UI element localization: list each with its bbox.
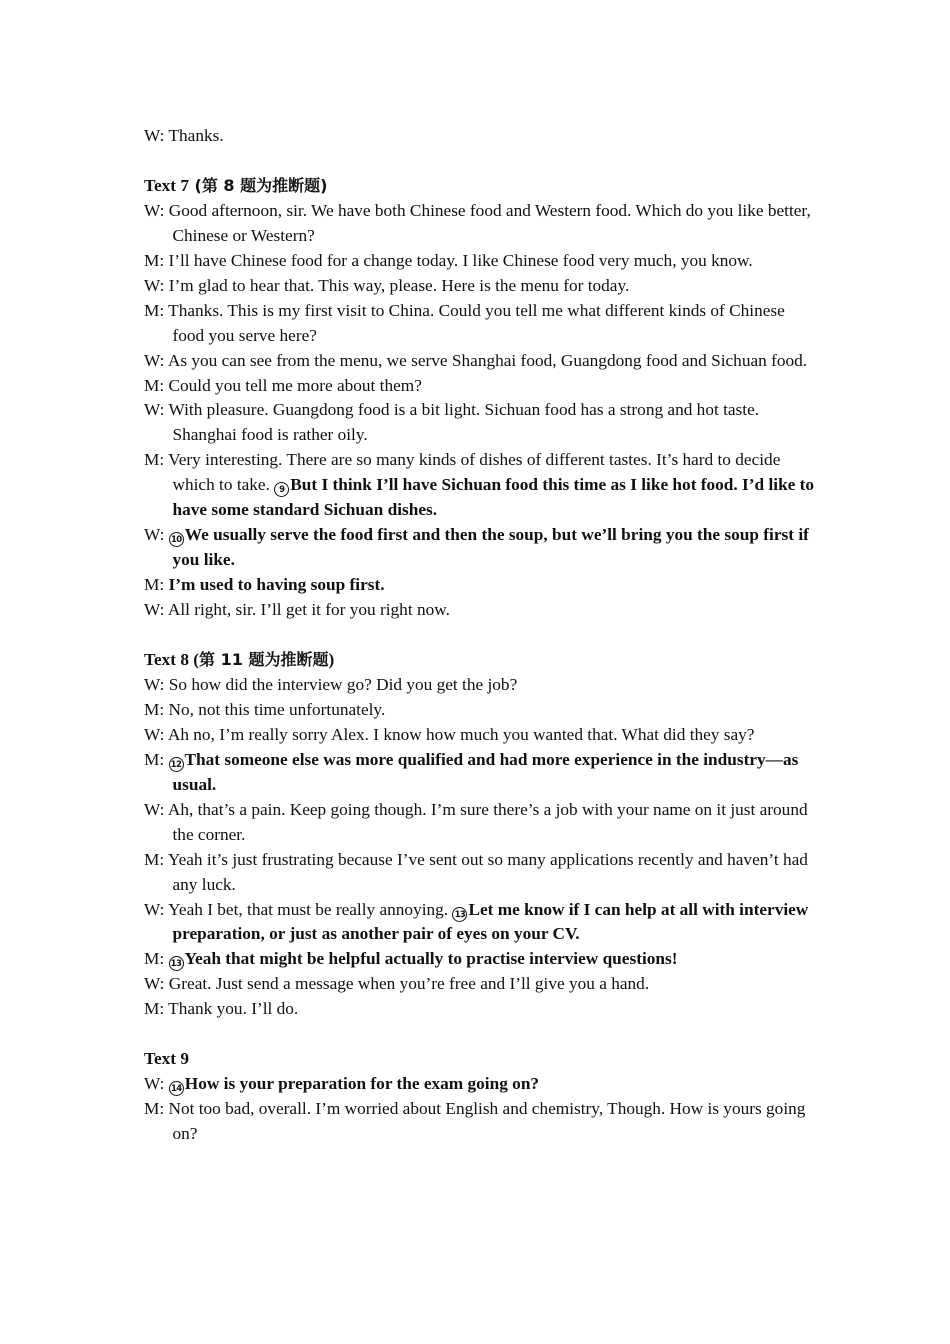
question-number-marker: 10 [169, 532, 184, 547]
paragraph-gap [144, 1022, 816, 1047]
paragraph-gap [144, 149, 816, 174]
speaker-label: M: [144, 749, 169, 769]
speaker-label: M: [144, 949, 169, 969]
dialogue-line [144, 573, 816, 598]
heading-en: Text 7 [144, 175, 189, 195]
question-number-marker: 13 [169, 956, 184, 971]
heading-end: ) [328, 649, 335, 669]
dialogue-line: W: Good afternoon, sir. We have both Chinese food and Western food. Which do you like better, Chinese or Western? [144, 200, 811, 245]
heading-cn: 第 11 题为推断题 [199, 649, 329, 669]
dialogue-line: W: Thanks. [144, 126, 224, 145]
key-sentence: Yeah that might be helpful actually to practise interview questions! [184, 949, 678, 969]
document-page [144, 124, 816, 1147]
key-sentence: Let me know if I can help at all with interview preparation, or just as another pair of eyes on your CV. [172, 899, 809, 944]
heading-cn: (第 8 题为推断题) [188, 175, 328, 195]
question-number-marker: 9 [274, 482, 289, 497]
dialogue-line: W: I’m glad to hear that. This way, please. Here is the menu for today. [144, 275, 630, 295]
speaker-label: W: [144, 1074, 169, 1094]
speaker-label: W: [144, 525, 169, 545]
dialogue-line [144, 1072, 816, 1097]
dialogue-line: W: All right, sir. I’ll get it for you right now. [144, 600, 450, 620]
key-sentence: But I think I’ll have Sichuan food this time as I like hot food. I’d like to have some standard Sichuan dishes. [172, 475, 815, 520]
line-text: M: Very interesting. There are so many kinds of dishes of different tastes. It’s hard to decide which to take. [144, 450, 781, 495]
dialogue-line: M: Thanks. This is my first visit to China. Could you tell me what different kinds of Chinese food you serve here? [144, 300, 785, 345]
dialogue-line: W: Great. Just send a message when you’re free and I’ll give you a hand. [144, 974, 650, 994]
question-number-marker: 13 [452, 907, 467, 922]
heading-en: Text 8 ( [144, 649, 200, 669]
line-text: W: Yeah I bet, that must be really annoying. [144, 899, 453, 919]
dialogue-line [144, 898, 816, 948]
section-heading-text9: Text 9 [144, 1049, 189, 1069]
question-number-marker: 12 [169, 757, 184, 772]
dialogue-line [144, 947, 816, 972]
dialogue-line: M: I’ll have Chinese food for a change today. I like Chinese food very much, you know. [144, 250, 753, 270]
dialogue-line: W: Ah, that’s a pain. Keep going though. I’m sure there’s a job with your name on it just around the corner. [144, 799, 808, 844]
dialogue-line: W: Ah no, I’m really sorry Alex. I know how much you wanted that. What did they say? [144, 724, 755, 744]
dialogue-line [144, 523, 816, 573]
dialogue-line: M: Thank you. I’ll do. [144, 999, 299, 1019]
section-heading-text8 [144, 648, 816, 673]
key-sentence: We usually serve the food first and then the soup, but we’ll bring you the soup first if you like. [172, 525, 809, 570]
paragraph-gap [144, 623, 816, 648]
dialogue-line: M: Could you tell me more about them? [144, 375, 422, 395]
dialogue-line [144, 448, 816, 523]
dialogue-line: M: Yeah it’s just frustrating because I’ve sent out so many applications recently and haven’t had any luck. [144, 849, 808, 894]
dialogue-line: M: No, not this time unfortunately. [144, 699, 386, 719]
speaker-label: M: [144, 575, 169, 595]
question-number-marker: 14 [169, 1081, 184, 1096]
dialogue-line: W: So how did the interview go? Did you get the job? [144, 674, 518, 694]
key-sentence: I’m used to having soup first. [168, 575, 385, 595]
key-sentence: That someone else was more qualified and had more experience in the industry—as usual. [172, 749, 799, 794]
key-sentence: How is your preparation for the exam going on? [184, 1074, 540, 1094]
dialogue-line: M: Not too bad, overall. I’m worried about English and chemistry, Though. How is yours going on? [144, 1099, 806, 1144]
dialogue-line: W: With pleasure. Guangdong food is a bit light. Sichuan food has a strong and hot taste. Shanghai food is rather oily. [144, 400, 760, 445]
dialogue-line [144, 748, 816, 798]
dialogue-line: W: As you can see from the menu, we serve Shanghai food, Guangdong food and Sichuan food. [144, 350, 808, 370]
section-heading-text7 [144, 174, 816, 199]
